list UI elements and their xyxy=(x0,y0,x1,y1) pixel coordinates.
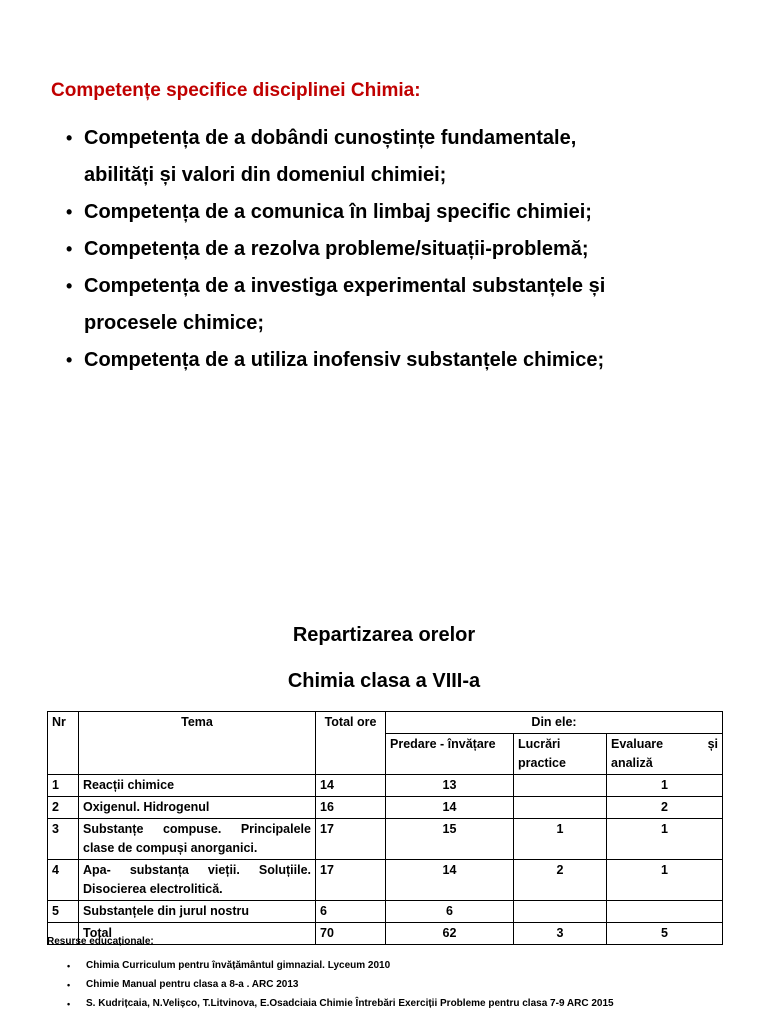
cell-lucrari xyxy=(514,797,607,819)
competence-text-continued: abilități și valori din domeniul chimiei; xyxy=(84,164,447,186)
header-tema: Tema xyxy=(79,712,316,775)
header-evaluare: Evaluare și analiză xyxy=(607,734,723,775)
resource-text: Chimia Curriculum pentru învățământul gimnazial. Lyceum 2010 xyxy=(86,960,391,971)
cell-total: 70 xyxy=(316,923,386,945)
table-row xyxy=(48,819,723,860)
section-heading: Competențe specifice disciplinei Chimia: xyxy=(51,80,421,101)
header-predare: Predare - învățare xyxy=(386,734,514,775)
competence-item xyxy=(66,231,746,268)
cell-nr: 3 xyxy=(48,819,79,860)
header-din-ele: Din ele: xyxy=(386,712,723,734)
cell-total: 6 xyxy=(316,901,386,923)
competence-item xyxy=(66,120,746,194)
cell-predare: 15 xyxy=(386,819,514,860)
resources-list xyxy=(47,959,762,1016)
cell-nr: 4 xyxy=(48,860,79,901)
cell-evaluare: 1 xyxy=(607,860,723,901)
table-body xyxy=(48,775,723,945)
cell-evaluare: 5 xyxy=(607,923,723,945)
cell-evaluare: 2 xyxy=(607,797,723,819)
header-lucrari: Lucrări practice xyxy=(514,734,607,775)
competence-text: Competența de a rezolva probleme/situații-problemă; xyxy=(84,238,589,260)
table-subtitle: Chimia clasa a VIII-a xyxy=(287,670,481,692)
bullet-icon: • xyxy=(66,239,73,259)
cell-evaluare xyxy=(607,901,723,923)
cell-tema: Reacții chimice xyxy=(79,775,316,797)
cell-lucrari: 1 xyxy=(514,819,607,860)
resource-text: Chimie Manual pentru clasa a 8-a . ARC 2013 xyxy=(86,979,299,990)
competence-text-continued: procesele chimice; xyxy=(84,312,265,334)
competence-text: Competența de a comunica în limbaj specific chimiei; xyxy=(84,201,592,223)
cell-total: 14 xyxy=(316,775,386,797)
resource-item xyxy=(47,978,762,997)
cell-predare: 13 xyxy=(386,775,514,797)
header-total: Total ore xyxy=(316,712,386,775)
resource-text: S. Kudrițcaia, N.Velișco, T.Litvinova, E.Osadciaia Chimie Întrebări Exerciții Probleme pentru clasa 7-9 ARC 2015 xyxy=(86,998,614,1009)
competence-list xyxy=(66,120,746,379)
resource-item xyxy=(47,959,762,978)
table-title: Repartizarea orelor xyxy=(292,624,476,646)
cell-tema: Oxigenul. Hidrogenul xyxy=(79,797,316,819)
resource-item xyxy=(47,997,762,1016)
cell-lucrari xyxy=(514,775,607,797)
cell-evaluare: 1 xyxy=(607,775,723,797)
cell-lucrari: 3 xyxy=(514,923,607,945)
resources-title: Resurse educaționale: xyxy=(47,936,154,947)
cell-tema: Apa- substanța vieții. Soluțiile. Disocierea electrolitică. xyxy=(79,860,316,901)
cell-nr: 1 xyxy=(48,775,79,797)
competence-text: Competența de a investiga experimental substanțele și xyxy=(84,275,606,297)
competence-text: Competența de a utiliza inofensiv substanțele chimice; xyxy=(84,349,605,371)
table-row xyxy=(48,860,723,901)
cell-total: 17 xyxy=(316,819,386,860)
cell-nr: 2 xyxy=(48,797,79,819)
cell-total: 16 xyxy=(316,797,386,819)
bullet-icon: • xyxy=(66,128,73,148)
table-header-row xyxy=(48,712,723,734)
bullet-icon: • xyxy=(67,980,71,990)
bullet-icon: • xyxy=(66,276,73,296)
cell-tema: Substanțele din jurul nostru xyxy=(79,901,316,923)
cell-predare: 62 xyxy=(386,923,514,945)
competence-text: Competența de a dobândi cunoștințe fundamentale, xyxy=(84,127,577,149)
cell-tema: Substanțe compuse. Principalele clase de compuși anorganici. xyxy=(79,819,316,860)
competence-item xyxy=(66,194,746,231)
table-row xyxy=(48,901,723,923)
cell-total: 17 xyxy=(316,860,386,901)
bullet-icon: • xyxy=(67,999,71,1009)
bullet-icon: • xyxy=(67,961,71,971)
cell-tema: Total xyxy=(79,923,316,945)
cell-lucrari: 2 xyxy=(514,860,607,901)
cell-evaluare: 1 xyxy=(607,819,723,860)
cell-predare: 14 xyxy=(386,860,514,901)
bullet-icon: • xyxy=(66,202,73,222)
bullet-icon: • xyxy=(66,350,73,370)
competence-item xyxy=(66,268,746,342)
header-nr: Nr xyxy=(48,712,79,775)
cell-predare: 14 xyxy=(386,797,514,819)
competence-item xyxy=(66,342,746,379)
table-row xyxy=(48,797,723,819)
cell-nr: 5 xyxy=(48,901,79,923)
cell-predare: 6 xyxy=(386,901,514,923)
hours-table xyxy=(47,711,723,945)
cell-lucrari xyxy=(514,901,607,923)
resources-section xyxy=(47,936,762,1016)
table-row xyxy=(48,775,723,797)
